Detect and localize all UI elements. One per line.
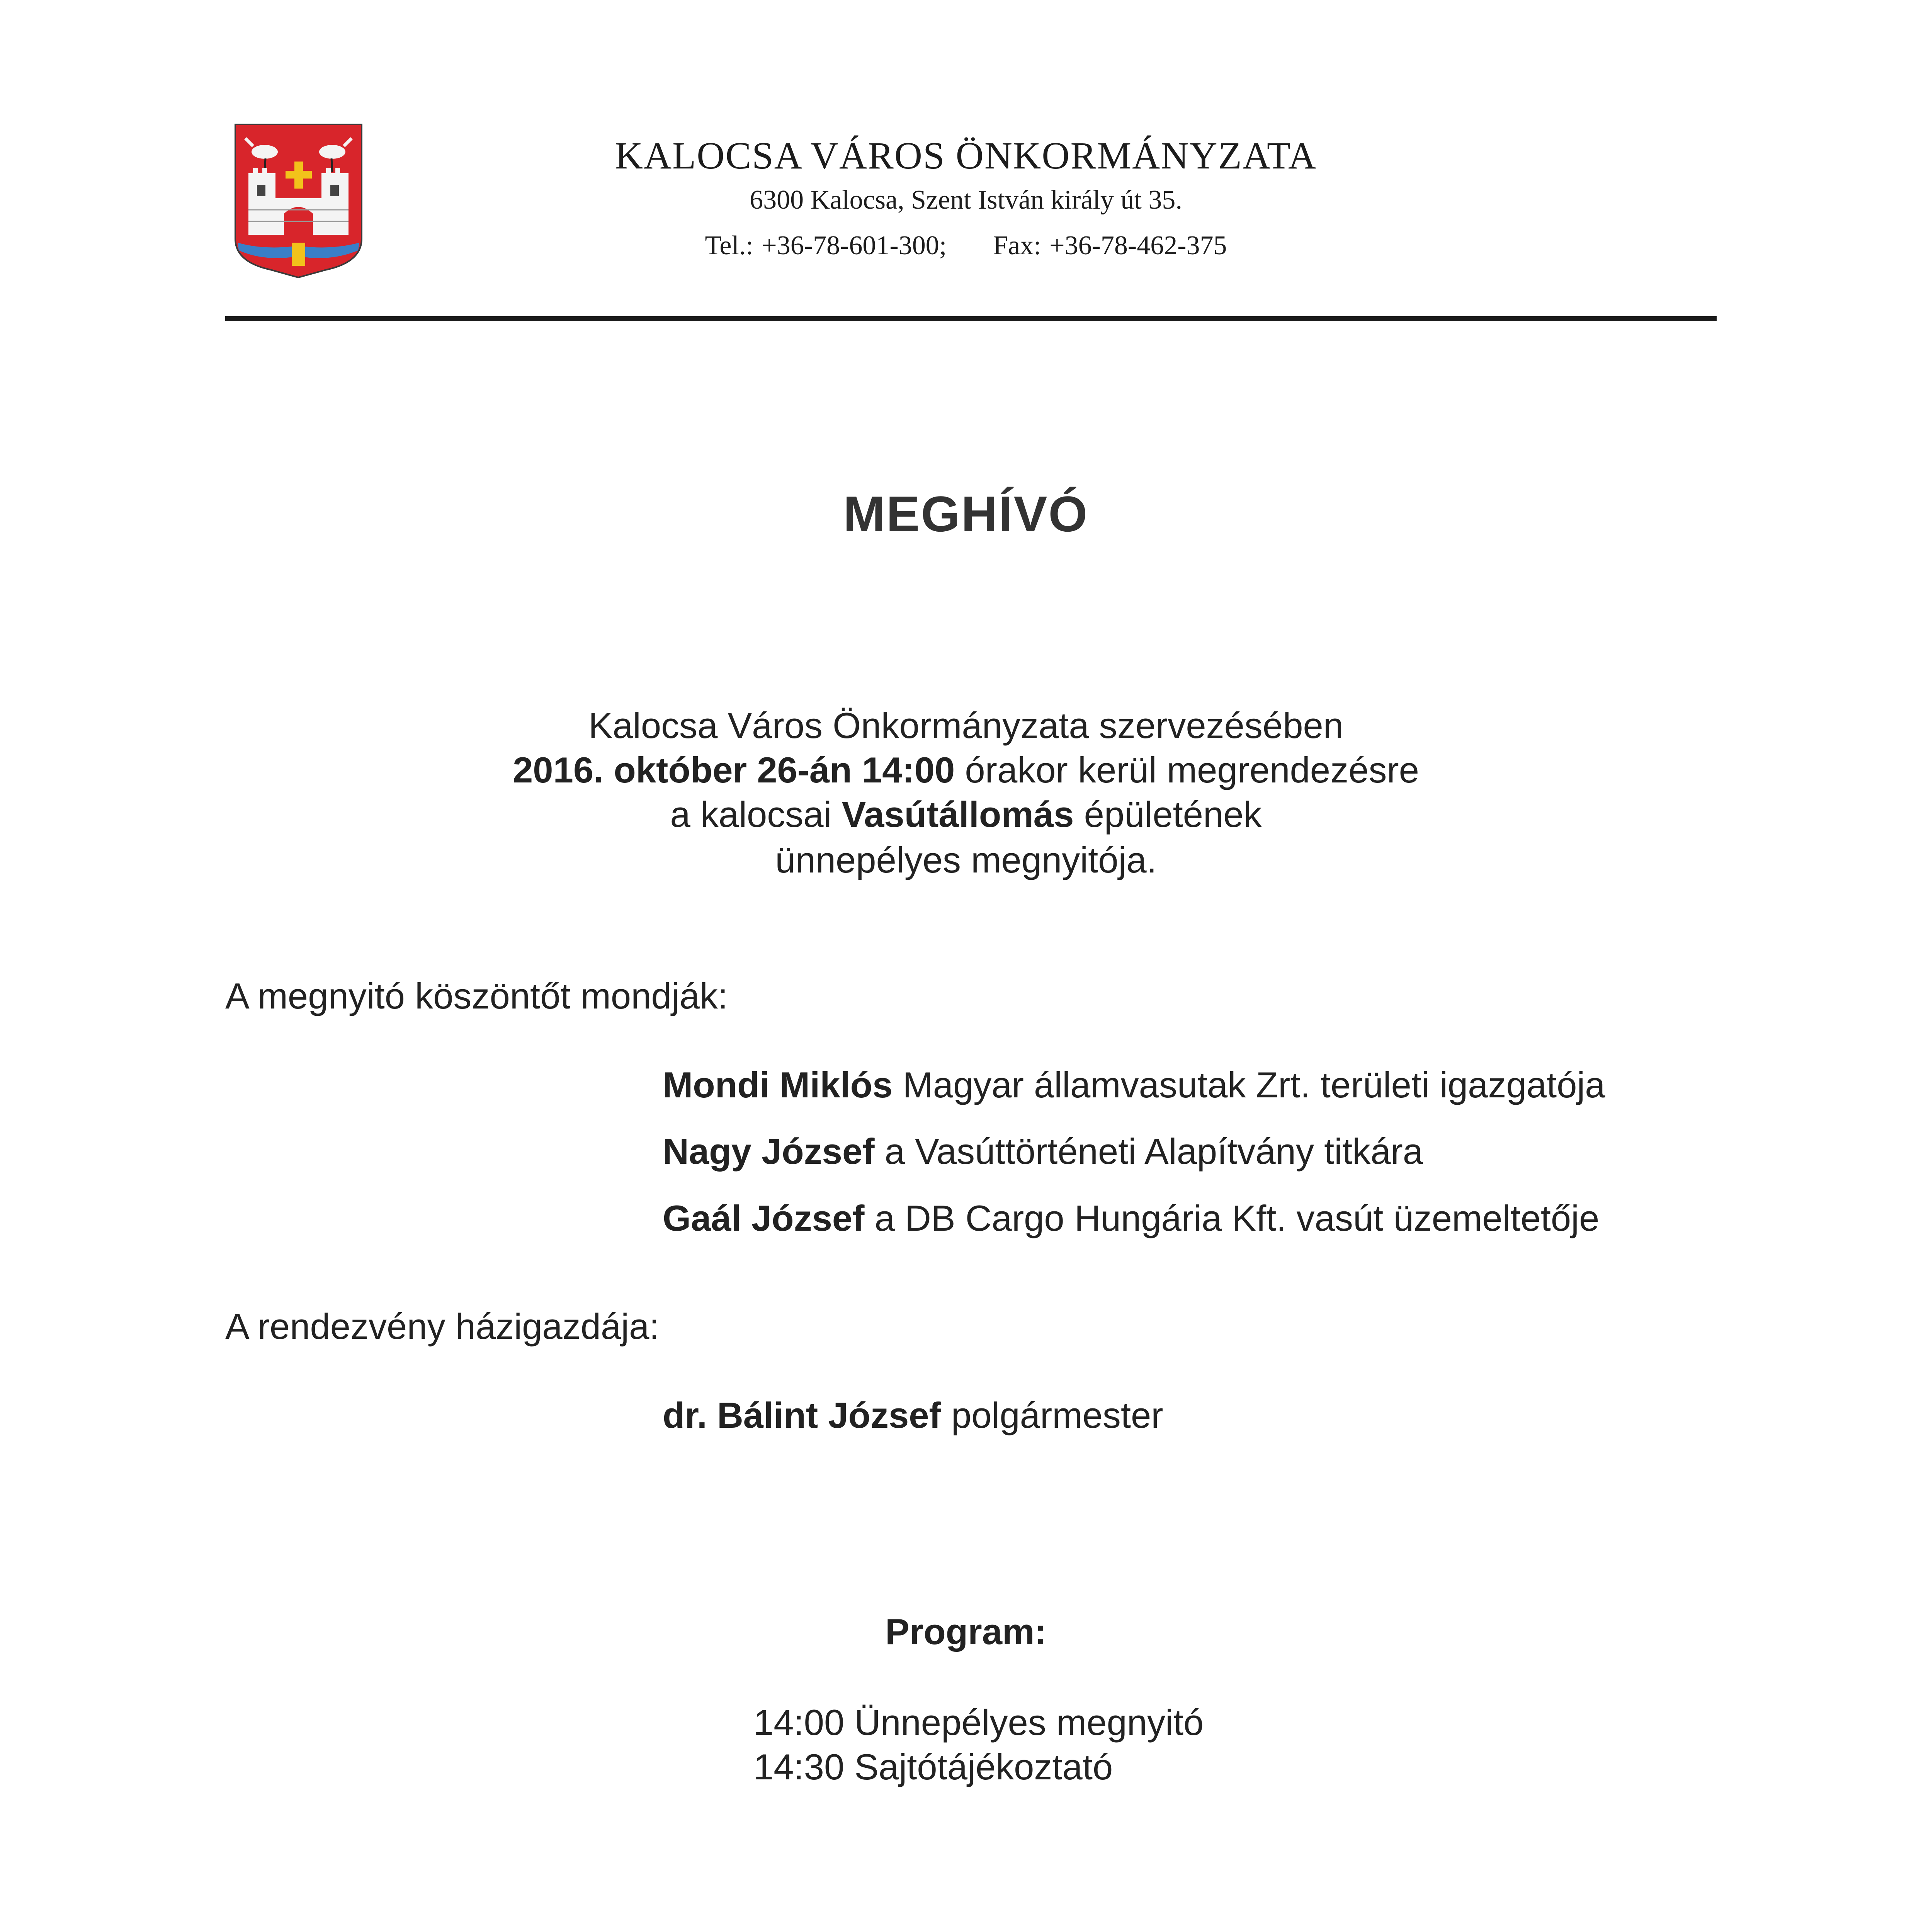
header-address: 6300 Kalocsa, Szent István király út 35. — [750, 185, 1182, 215]
greeter-item: Gaál József a DB Cargo Hungária Kft. vasút üzemeltetője — [663, 1198, 1600, 1238]
intro-line-1: Kalocsa Város Önkormányzata szervezésében — [588, 705, 1344, 746]
greeter-item: Mondi Miklós Magyar államvasutak Zrt. területi igazgatója — [663, 1065, 1605, 1105]
header-divider — [225, 316, 1717, 321]
header-fax: Fax: +36-78-462-375 — [993, 231, 1227, 260]
host-label: A rendezvény házigazdája: — [225, 1306, 660, 1347]
program-item: 14:00 Ünnepélyes megnyitó — [753, 1702, 1204, 1743]
greeter-item: Nagy József a Vasúttörténeti Alapítvány titkára — [663, 1131, 1423, 1172]
intro-line-2: 2016. október 26-án 14:00 órakor kerül megrendezésre — [513, 750, 1419, 790]
host-item: dr. Bálint József polgármester — [663, 1395, 1163, 1435]
document-title: MEGHÍVÓ — [843, 486, 1089, 542]
event-date: 2016. október 26-án 14:00 — [513, 750, 955, 790]
intro-line-4: ünnepélyes megnyitója. — [775, 840, 1157, 880]
venue-name: Vasútállomás — [842, 794, 1074, 835]
header-contact — [502, 230, 1430, 261]
intro-line-3: a kalocsai Vasútállomás épületének — [670, 794, 1262, 835]
kalocsa-coat-of-arms-logo — [234, 123, 363, 279]
header-organization-name: KALOCSA VÁROS ÖNKORMÁNYZATA — [615, 134, 1317, 177]
program-item: 14:30 Sajtótájékoztató — [753, 1747, 1113, 1787]
header-phone: Tel.: +36-78-601-300; — [705, 231, 947, 260]
program-heading: Program: — [885, 1611, 1047, 1652]
greeters-label: A megnyitó köszöntőt mondják: — [225, 976, 728, 1016]
